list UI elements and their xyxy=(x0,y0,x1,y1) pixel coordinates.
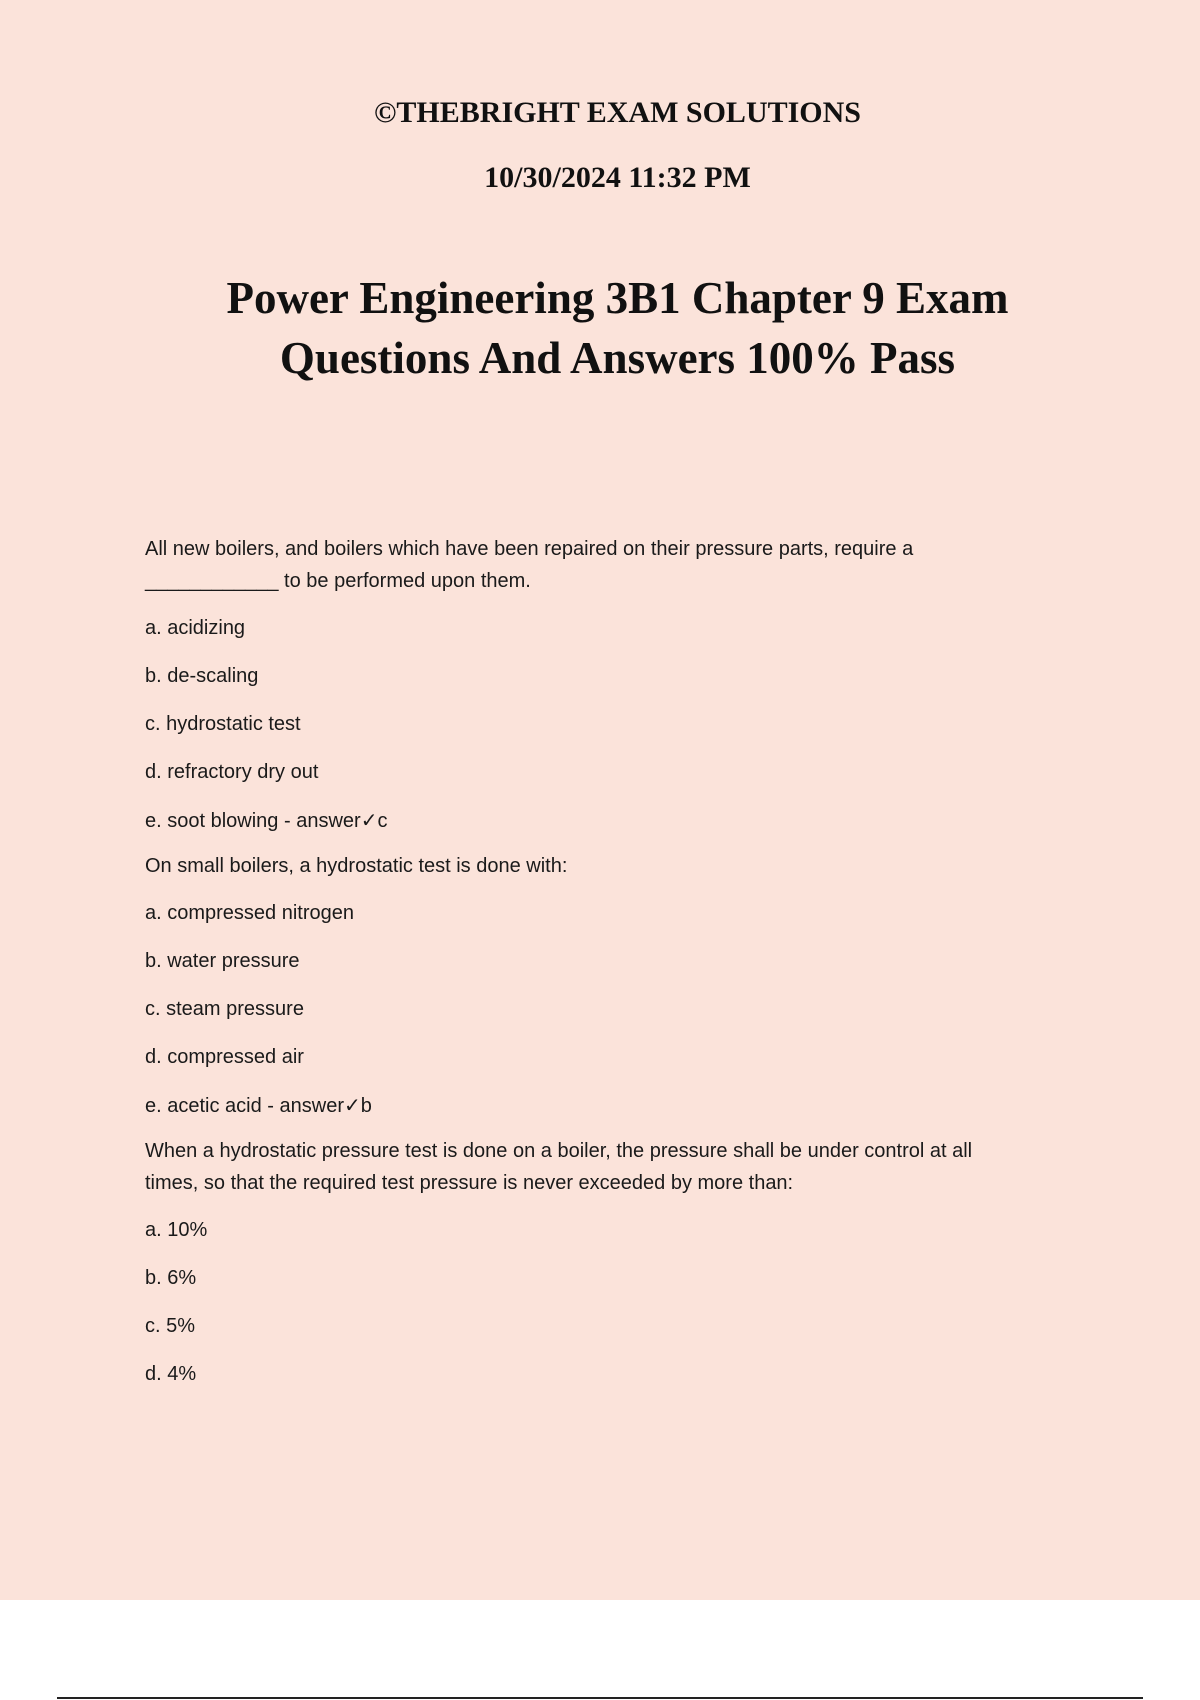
page-title-line-1: Power Engineering 3B1 Chapter 9 Exam xyxy=(226,273,1009,323)
answer-label: answer xyxy=(279,1095,344,1117)
question-prompt xyxy=(145,533,1095,597)
brand-header: ©THEBRIGHT EXAM SOLUTIONS xyxy=(374,96,861,129)
footer-divider xyxy=(57,1697,1143,1699)
answer-option: d. compressed air xyxy=(145,1046,304,1068)
question-prompt xyxy=(145,850,1095,882)
answer-option-with-key xyxy=(145,1090,1095,1121)
answer-separator: - xyxy=(278,810,297,832)
answer-label: answer xyxy=(296,810,361,832)
question-prompt-line: ____________ to be performed upon them. xyxy=(145,570,531,592)
page-title xyxy=(0,268,1200,388)
question-prompt-line: On small boilers, a hydrostatic test is done with: xyxy=(145,855,568,877)
question-list xyxy=(145,533,1095,1407)
question-block xyxy=(145,850,1095,1121)
timestamp-header: 10/30/2024 11:32 PM xyxy=(484,161,751,194)
question-prompt-line: When a hydrostatic pressure test is done on a boiler, the pressure shall be under control at all xyxy=(145,1140,973,1162)
answer-option: b. de-scaling xyxy=(145,665,259,687)
answer-option: c. steam pressure xyxy=(145,998,304,1020)
answer-option: b. 6% xyxy=(145,1267,197,1289)
answer-option: d. 4% xyxy=(145,1363,197,1385)
answer-option-text: e. acetic acid xyxy=(145,1095,262,1117)
question-prompt xyxy=(145,1135,1095,1199)
answer-option: c. hydrostatic test xyxy=(145,713,301,735)
answer-option: a. acidizing xyxy=(145,617,246,639)
question-block xyxy=(145,1135,1095,1389)
answer-option: b. water pressure xyxy=(145,950,300,972)
answer-key: b xyxy=(360,1095,372,1117)
answer-separator: - xyxy=(261,1095,280,1117)
answer-option: a. compressed nitrogen xyxy=(145,902,355,924)
answer-option-with-key xyxy=(145,805,1095,836)
check-icon: ✓ xyxy=(360,808,378,832)
answer-option: a. 10% xyxy=(145,1219,208,1241)
answer-key: c xyxy=(377,810,388,832)
question-prompt-line: times, so that the required test pressure is never exceeded by more than: xyxy=(145,1172,794,1194)
answer-option: c. 5% xyxy=(145,1315,196,1337)
question-prompt-line: All new boilers, and boilers which have been repaired on their pressure parts, require a xyxy=(145,538,914,560)
answer-option-text: e. soot blowing xyxy=(145,810,279,832)
answer-option: d. refractory dry out xyxy=(145,761,319,783)
page-title-line-2: Questions And Answers 100% Pass xyxy=(279,333,956,383)
check-icon: ✓ xyxy=(344,1093,361,1117)
question-block xyxy=(145,533,1095,836)
